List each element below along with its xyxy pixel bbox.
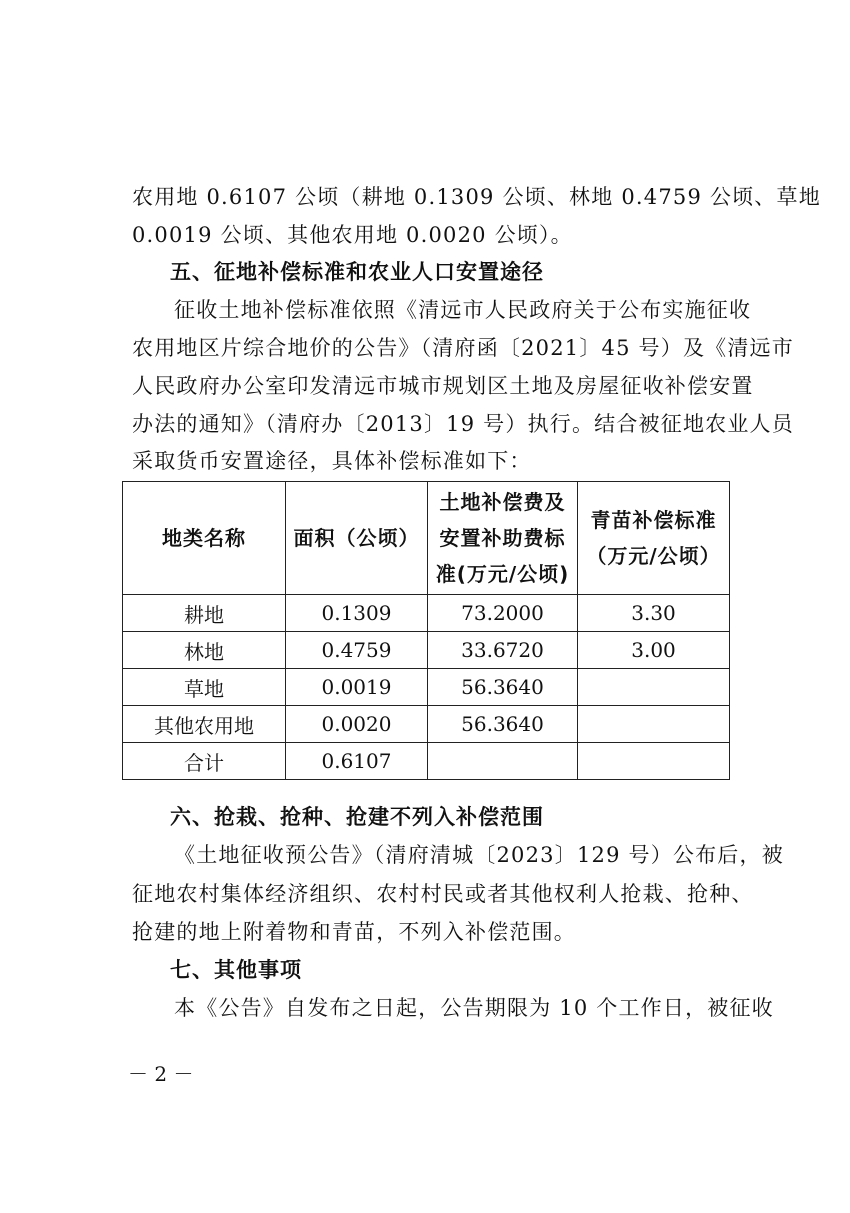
cell-area: 0.6107: [286, 743, 428, 780]
table-row: [123, 706, 730, 743]
paragraph-line: 征地农村集体经济组织、农村村民或者其他权利人抢栽、抢种、: [132, 882, 754, 906]
table-header-row: [123, 482, 730, 595]
table-row: [123, 669, 730, 706]
header-area: 面积（公顷）: [286, 482, 428, 595]
table-row: [123, 632, 730, 669]
table-row-total: [123, 743, 730, 780]
cell-crop-fee: 3.00: [578, 632, 730, 669]
cell-crop-fee: [578, 743, 730, 780]
cell-land-fee: 73.2000: [428, 595, 578, 632]
header-crop-fee-line2: （万元/公顷）: [586, 544, 721, 568]
cell-land-type: 合计: [123, 743, 286, 780]
paragraph-line: 办法的通知》（清府办〔2013〕19 号）执行。结合被征地农业人员: [132, 412, 794, 436]
header-land-fee-line1: 土地补偿费及: [439, 490, 566, 514]
cell-land-fee: 56.3640: [428, 706, 578, 743]
section-heading-6: 六、抢栽、抢种、抢建不列入补偿范围: [170, 805, 544, 829]
cell-crop-fee: [578, 669, 730, 706]
paragraph-line: 抢建的地上附着物和青苗，不列入补偿范围。: [132, 920, 576, 944]
header-crop-fee-line1: 青苗补偿标准: [590, 508, 717, 532]
header-land-fee-line2: 安置补助费标: [439, 526, 566, 550]
paragraph-line: 农用地区片综合地价的公告》（清府函〔2021〕45 号）及《清远市: [132, 336, 794, 360]
header-land-fee-line3: 准(万元/公顷): [435, 562, 570, 586]
cell-land-fee: [428, 743, 578, 780]
cell-area: 0.1309: [286, 595, 428, 632]
paragraph-line: 人民政府办公室印发清远市城市规划区土地及房屋征收补偿安置: [132, 374, 754, 398]
cell-area: 0.4759: [286, 632, 428, 669]
header-land-fee: [428, 482, 578, 595]
cell-land-type: 林地: [123, 632, 286, 669]
paragraph-line: 征收土地补偿标准依照《清远市人民政府关于公布实施征收: [174, 298, 752, 322]
paragraph-line: 农用地 0.6107 公顷（耕地 0.1309 公顷、林地 0.4759 公顷、草地: [132, 185, 821, 209]
paragraph-line: 《土地征收预公告》（清府清城〔2023〕129 号）公布后，被: [174, 843, 784, 867]
cell-land-type: 耕地: [123, 595, 286, 632]
compensation-table: [122, 481, 730, 780]
cell-land-type: 草地: [123, 669, 286, 706]
cell-crop-fee: [578, 706, 730, 743]
section-heading-7: 七、其他事项: [170, 958, 302, 982]
paragraph-line: 本《公告》自发布之日起，公告期限为 10 个工作日，被征收: [174, 996, 774, 1020]
cell-area: 0.0020: [286, 706, 428, 743]
section-heading-5: 五、征地补偿标准和农业人口安置途径: [170, 260, 544, 284]
page-number: － 2 －: [128, 1062, 194, 1086]
paragraph-line: 0.0019 公顷、其他农用地 0.0020 公顷）。: [132, 223, 573, 247]
paragraph-line: 采取货币安置途径，具体补偿标准如下：: [132, 449, 532, 473]
cell-land-type: 其他农用地: [123, 706, 286, 743]
header-crop-fee: [578, 482, 730, 595]
cell-crop-fee: 3.30: [578, 595, 730, 632]
table-row: [123, 595, 730, 632]
header-land-type: 地类名称: [123, 482, 286, 595]
cell-land-fee: 56.3640: [428, 669, 578, 706]
cell-land-fee: 33.6720: [428, 632, 578, 669]
cell-area: 0.0019: [286, 669, 428, 706]
